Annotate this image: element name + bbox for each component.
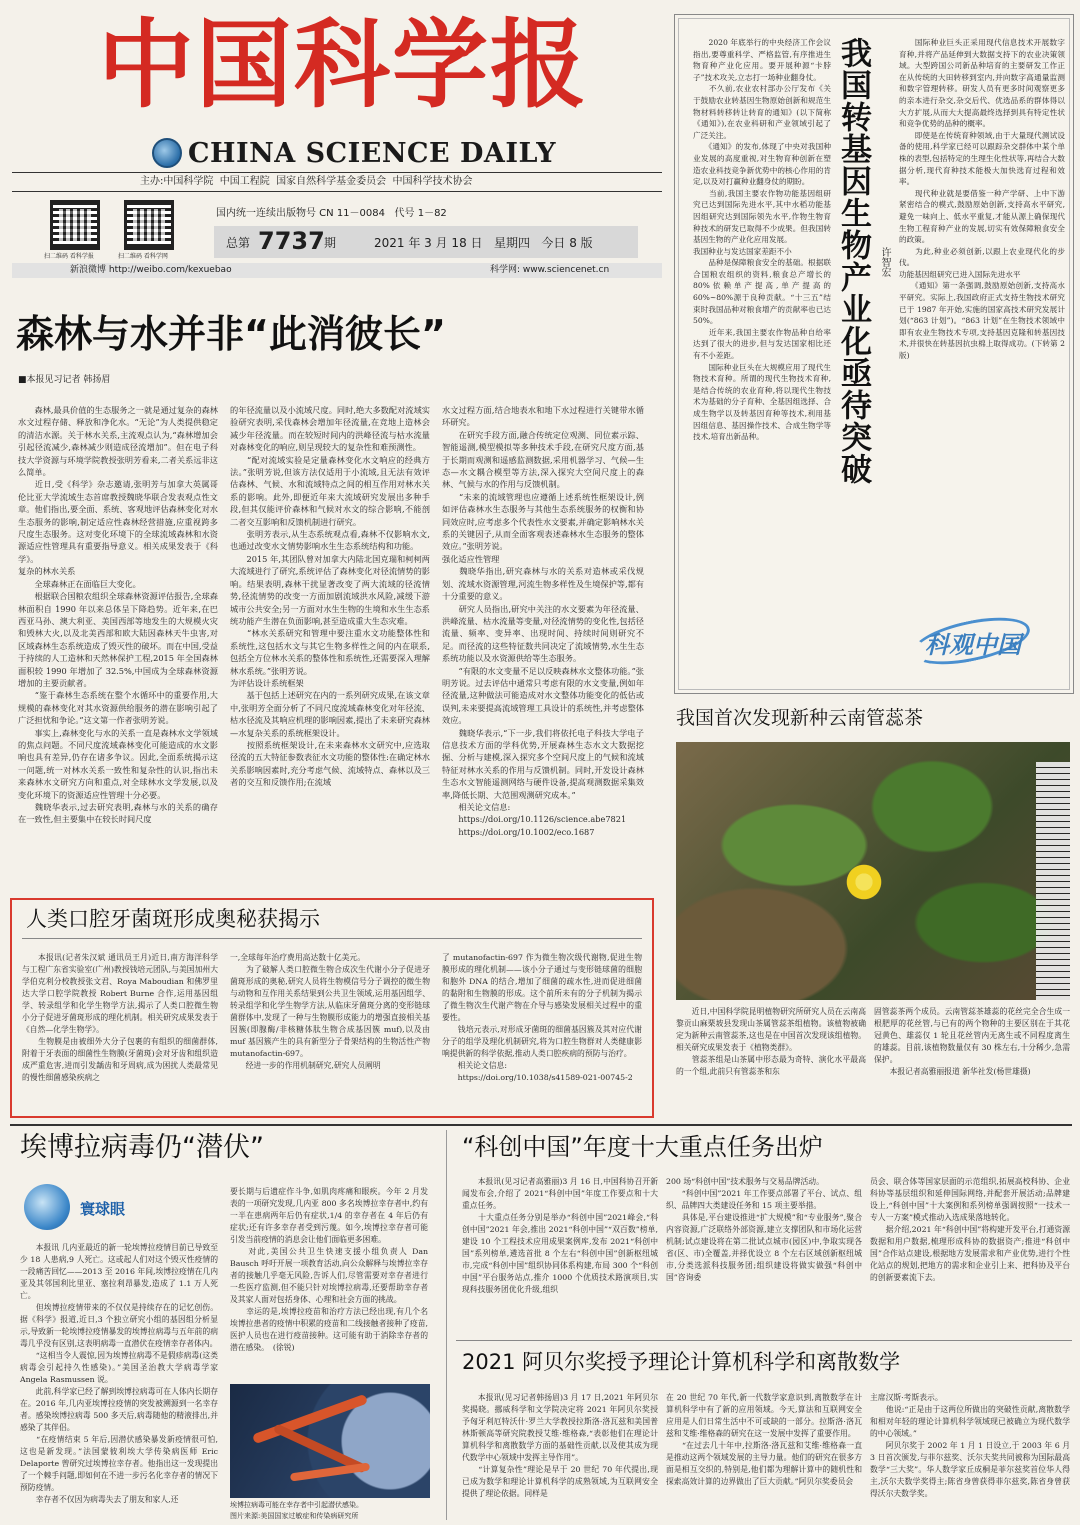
- gmo-author: 许智宏: [879, 247, 890, 277]
- innovation-col-3: 员会、联合体等国家层面的示范组织,拓展高校科协、企业科协等基层组织和延伸国际网络,并配套开展活动;品牌建设上,“科创中国”十大案例和系列榜单强调按照“一技术一专人一方案”模式推动入选成果落地转化。 据介绍,2021 年“科创中国”将构建开发平台,打通资源数据和用户数据,梳理形成科协的数据资产;推进“科创中国”合作站点建设,根据地方发展需求和产业优势,进行个性化站点的规划,把地方的需求和企业引上来、把科协及平台的创新要素流下去。: [870, 1177, 1070, 1282]
- ebola-headline: 埃博拉病毒仍“潜伏”: [20, 1132, 264, 1163]
- ebola-col-2: 要长期与后遗症作斗争,如肌肉疼痛和眼疾。今年 2 月发表的一项研究发现,几内亚 800 多名埃博拉幸存者中,约有一半在患病两年后仍有症状,1/4 的幸存者在 4 年后仍有症状;还有许多幸存者受到污蔑。如今,埃博拉幸存者可能引发当前疫情的消息会让他们面临更多困难。 对此,美国公共卫生快速支援小组负责人 Dan Bausch 呼吁开展一项教育活动,向公众解释与埃博拉幸存者的接触几乎毫无风险,告诉人们,尽管需要对幸存者进行一些医疗监测,但不能只针对埃博拉病毒,还要帮助幸存者及其家人面对包括身体、心理和社会方面的挑战。 幸运的是,埃博拉疫苗和治疗方法已经出现,有几个名埃博拉患者的疫情中积累的疫苗和二线接触者接种了疫苗,医护人员也在进行疫苗接种。这可能有助于消除幸存者的潜在感染。 (徐锐): [230, 1187, 428, 1352]
- kexian-logo-text: 科观中国: [925, 631, 1021, 659]
- ebola-badge: [20, 1180, 216, 1236]
- masthead-sponsors: 主办:中国科学院 中国工程院 国家自然科学基金委员会 中国科学技术协会: [140, 176, 473, 187]
- issue-number: 7737: [258, 227, 325, 255]
- dental-col-3: 了 mutanofactin-697 作为微生物次级代谢物,促进生物膜形成的理化机制——该小分子通过与变形链球菌的细胞和胞外 DNA 的结合,增加了细菌的疏水性,进而促进细菌的黏附和生物膜的形成。这个前所未有的分子机制为揭示了微生物次生代谢产物在介导与感染发展相关过程中的重要性。 钱培元表示,对形成牙菌斑的细菌基因簇及其对应代谢分子的组学及理化机制研究,将为口腔生物群对人类健康影响提供新的科学依据,推动人类口腔疾病的预防与治疗。 相关论文信息: https://doi.org/10.1038/s41589-021-00745-2: [442, 953, 642, 1082]
- dental-headline: 人类口腔牙菌斑形成奥秘获揭示: [26, 907, 320, 931]
- innovation-headline: “科创中国”年度十大重点任务出炉: [462, 1133, 823, 1161]
- qr-code-sciencenet[interactable]: [124, 200, 174, 250]
- issn-line: 国内统一连续出版物号 CN 11－0084 代号 1－82: [216, 208, 447, 219]
- ebola-col-1: 本报讯 几内亚最近的新一轮埃博拉疫情目前已导致至少 18 人患病,9 人死亡。这或起人们对这个毁灭性疫情的一段痛苦回忆——2013 至 2016 年间,埃博拉疫情在几内亚及其邻国利比里亚、塞拉利昂暴发,造成了 1.1 万人死亡。 但埃博拉疫情带来的不仅仅是持续存在的记忆创伤。据《科学》报道,近日,3 个独立研究小组的基因组分析显示,导致新一轮埃博拉疫情暴发的埃博拉病毒与五年前的病毒几乎没有区别,这表明病毒一直潜伏在疫情幸存者体内。 “这相当令人震惊,因为埃博拉病毒不是假疹病毒(这类病毒会引起持久性感染)。”美国圣治教大学病毒学家 Angela Rasmussen 说。 此前,科学家已经了解到埃博拉病毒可在人体内长期存在。2016 年,几内亚埃博拉疫情的突发被溯源到一名幸存者。感染埃博拉病毒 500 多天后,病毒随他的精液排出,并感染了其伴侣。 “在疫情结束 5 年后,因潜伏感染暴发新疫情很可怕,这也是新发现。”法国蒙彼利埃大学传染病医师 Eric Delaporte 曾研究过埃博拉幸存者。他指出这一发现提出了一个棘手问题,即如何在不进一步污名化幸存者的情况下预防疫情。 幸存者不仅因为病毒失去了朋友和家人,还: [20, 1243, 218, 1504]
- weibo-link[interactable]: 新浪微博 http://weibo.com/kexuebao: [70, 265, 232, 275]
- virus-strand-1: [252, 1394, 368, 1444]
- tea-headline: 我国首次发现新种云南管蕊茶: [676, 707, 924, 729]
- issue-bar: [214, 226, 638, 258]
- issue-date: 2021 年 3 月 18 日 星期四 今日 8 版: [374, 236, 593, 250]
- forest-headline: 森林与水并非“此消彼长”: [16, 312, 446, 356]
- masthead: [0, 0, 665, 290]
- tea-col-1: 近日,中国科学院昆明植物研究所研究人员在云南高黎贡山麻栗坡县发现山茶属管蕊茶组植物。该植物被确定为新种云南管蕊茶,这也是在中国首次发现该组植物。相关研究成果发表于《植物类群》。 管蕊茶组是山茶属中形态最为奇特、演化水平最高的一个组,此前只有管蕊茶和东: [676, 1007, 866, 1076]
- masthead-title-en: CHINA SCIENCE DAILY: [188, 138, 557, 169]
- issue-prefix: 总第: [226, 236, 251, 250]
- kexian-logo: [911, 611, 1031, 671]
- qr1-label: 扫二维码 看科学报: [44, 253, 94, 260]
- abel-col-2: 在 20 世纪 70 年代,新一代数学家意识到,离散数学在计算机科学中有了新的应用领域。今天,算法和互联网安全应用是人们日常生活中不可或缺的一部分。拉斯洛·洛瓦兹和艾维·维格森的研究在这一发展中发挥了重要作用。 “在过去几十年中,拉斯洛·洛瓦兹和艾维·维格森一直是推动这两个领域发展的主导力量。他们的研究在很多方面是相互交织的,特别是,他们都为理解计算中的随机性和探索高效计算的边界做出了巨大贡献。”阿贝尔奖委员会: [666, 1393, 862, 1486]
- qr2-label: 扫二维码 看科学网: [118, 253, 168, 260]
- issue-suffix: 期: [324, 236, 337, 250]
- globe-badge-icon: [24, 1184, 70, 1230]
- innovation-col-2: 200 场“科创中国”技术服务与交易品牌活动。 “科创中国”2021 年工作要点部署了平台、试点、组织、品牌四大类建设任务和 15 项主要举措。 具体是,平台建设推进“扩大规模”和“专业服务”,聚合内容资源,广泛联络外部资源,建立支撑团队和市场化运营机制;试点建设将在第二批试点城市(园区)中,争取实现各省(区、市)全覆盖,并择优设立 8 个左右区域创新枢纽城市,分类选派科技服务团;组织建设将做实做强“科创中国”咨询委: [666, 1177, 862, 1282]
- abel-col-1: 本报讯(见习记者韩扬眉)3 月 17 日,2021 年阿贝尔奖揭晓。挪威科学和文学院决定将 2021 年阿贝尔奖授予匈牙利厄特沃什·罗兰大学教授拉斯洛·洛瓦兹和美国普林斯顿高等研究院教授艾维·维格森,“表彰他们在理论计算机科学和离散数学方面的基础性贡献,以及使其成为现代数学中心领域中发挥主导作用”。 “计算复杂性”理论是早于 20 世纪 70 年代提出,现已成为数学和理论计算机科学的成熟领域,为互联网安全提供了理论依据。同样是: [462, 1393, 658, 1498]
- dental-col-1: 本报讯(记者朱汉斌 通讯员王月)近日,南方海洋科学与工程广东省实验室(广州)教授钱培元团队,与美国加州大学伯克利分校教授张文君、Roya Maboudian 和佛罗里达大学口腔学院教授 Robert Burne 合作,运用基因组学、转录组学和化学生物学方法,揭示了人类口腔微生物小分子促进牙菌斑形成的理化机制。相关研究成果发表于《自然—化学生物学》。 生物膜是由被细外大分子包裹的有组织的细菌群体,附着于牙表面的细菌性生物膜(牙菌斑)会对牙齿和组织造成严重危害,进而引发龋齿和牙周病,成为困扰人类最常见的慢性细菌感染疾病之: [22, 953, 218, 1082]
- forest-col-2: 的年径流量以及小流域尺度。同时,绝大多数配对流域实验研究表明,采伐森林会增加年径流量,在竞地上造林会减少年径流量。而在较短时间内的洪峰径流与枯水流量对森林变化的响应,则呈现较大的复杂性和难预测性。 “配对流域实验是定量森林变化水文响应的经典方法。”张明芳说,但该方法仅适用于小流域,且无法有效评估森林、气候、水和流域特点之间的相互作用对林水关系的影响。此外,即便近年来大流域研究发展出多种手段,但其仅能评价森林和气候对水文的综合影响,不能剖二者交互影响和反馈机制进行研究。 张明芳表示,从生态系统观点看,森林不仅影响水文,也通过改变水文情势影响水生生态系统结构和功能。 2015 年,其团队曾对加拿大内陆北国克瑞和柯柯两大流域进行了研究,系统评估了森林变化对径流情势的影响。结果表明,森林干扰显著改变了两大流域的径流情势,径流情势的改变一方面加剧流域洪水风险,减缓下游城市公共安全;另一方面对水生生物的生境和水生生态系统功能产生潜在负面影响,甚至造成重大生态灾难。 “林水关系研究和管理中要注重水文功能整体性和系统性,这包括水文与其它生物多样性之间的内在联系,包括全方位林水关系的整体性和系统性,还需要深入理解林水系统。”张明芳说。 为评估设计系统框架 基于包括上述研究在内的一系列研究成果,在该文章中,张明芳全面分析了不同尺度流域森林变化对年径流、枯水径流及其响应机理的影响因素,提出了未来研究森林—水复杂关系的系统框架设计。 按照系统框架设计,在未来森林水文研究中,应选取径流的五大特征参数表征水文功能的整体性:在确定林水关系影响因素时,充分考虑气候、流域特点、森林以及三者的交互和反馈作用;在流域: [230, 405, 430, 788]
- ebola-caption: 埃博拉病毒可能在幸存者中引起潜伏感染。 图片来源:美国国家过敏症和传染病研究所: [230, 1501, 363, 1520]
- tea-col-2: 固管蕊茶两个成员。云南管蕊茶雄蕊的花丝完全合生成一根肥厚的花丝管,与已有的两个物种的主要区别在于其花冠黄色、雄蕊仅 1 轮且花丝管内无离生或不同程度离生的雄蕊。目前,该植物数量仅有 30 株左右,十分稀少,急需保护。 本报记者高雅丽报道 新华社发(杨世雄摄): [874, 1007, 1070, 1076]
- website-link[interactable]: 科学网: www.sciencenet.cn: [490, 265, 610, 275]
- gmo-box: [674, 14, 1074, 694]
- dental-col-2: 一,全球每年治疗费用高达数十亿美元。 为了破解人类口腔微生物合成次生代谢小分子促进牙菌斑形成的奥秘,研究人员将生物模信号分子调控的微生物与动物和互作用关系结果到公共卫生领域,运用基因组学、转录组学和化学生物学方法,从临床牙菌斑分离的变形链球菌群体中,发现了一种与生物膜形成能力的增强直接相关基因簇(即腺酶/非核糖体肽生物合成基因簇 muf),以及由 muf 基因簇产生的具有新型分子骨架结构的生物活性产物 mutanofactin-697。 经进一步的作用机制研究,研究人员阐明: [230, 953, 430, 1070]
- forest-col-1: 森林,最具价值的生态服务之一就是通过复杂的森林水文过程存储、释放和净化水。“无论”为人类提供稳定的清洁水源。关于林水关系,主流观点认为,“森林增加会引起径流减少,森林减少则造成径流增加”。但在电子科技大学资源与环境学院教授张明芳看来,二者关系远非这么简单。 近日,受《科学》杂志邀请,张明芳与加拿大英属哥伦比亚大学流域生态首席教授魏晓华联合发表观点性文章。他们指出,要全面、系统、客观地评估森林变化对水生态服务的影响,制定适应性森林经营措施,应重视跨多尺度生态服务。这对变化环境下的全球流域森林和水资源适应性管理具有重要指导意义。相关成果发表于《科学》。 复杂的林水关系 全球森林正在面临巨大变化。 根据联合国粮农组织全球森林资源评估报告,全球森林面积自 1990 年以来总体呈下降趋势。近年来,在巴西亚马孙、澳大利亚、美国西部等地发生的大规模火灾和毁林大火,以及北美西部和欧大陆因森林天牛虫害,对区域森林生态系统造成了毁灭性的破坏。而在中国,受益于持续的人工造林和天然林保护工程,2015 年全国森林面积较 1990 年增加了 32.5%,中国成为全球森林资源增加的主要贡献者。 “鉴于森林生态系统在整个水循环中的重要作用,大规模的森林变化对其水资源供给服务的潜在影响引起了广泛担忧和争论。”这文第一作者张明芳说。 事实上,森林变化与水的关系一直是森林水文学领域的焦点问题。不同尺度流域森林变化可能造成的水文影响也具有差异,仍存在诸多争议。因此,全面系统揭示这一问题,统一对林水关系一致性和复杂性的认识,指出未来森林水文研究方向和重点,对全球林水文学发展,以及变化环境下的资源适应性管理十分必要。 魏晓华表示,过去研究表明,森林与水的关系的确存在一致性,但主要集中在较长时间尺度: [18, 405, 218, 825]
- abel-headline: 2021 阿贝尔奖授予理论计算机科学和离散数学: [462, 1350, 901, 1374]
- gmo-col-a: 2020 年底举行的中央经济工作会议指出,要尊重科学、严格监管,有序推进生物育种产业化应用。要开展种源“卡脖子”技术攻关,立志打一场种业翻身仗。 不久前,农业农村部办公厅发布《关于鼓励农业转基因生物原始创新和规范生物材料转移转让转育的通知》(以下简称《通知》),在农业科研和产业领域引起了广泛关注。 《通知》的发布,体现了中央对我国种业发展的高度重视,对生物育种创新在塑造农业科技竞争新优势中的核心作用的肯定,以及对打赢种业翻身仗的期盼。 当前,我国主要农作物功能基因组研究已达到国际先进水平,其中水稻功能基因组研究达到国际领先水平,作物生物育种技术的研发已取得不少成果。但我国转基因生物的产业化应用发展。 我国种业与发达国家差距不小 品种是保障粮食安全的基础。根据联合国粮农组织的资料,粮食总产增长的 80%依赖单产提高,单产提高的 60%~80%源于良种贡献。“十三五”结束时我国品种对粮食增产的贡献率也已达 50%。 近年来,我国主要农作物品种自给率达到了很大的进步,但与发达国家相比还有不小差距。 国际种业巨头在大规模应用了现代生物技术育种。所谓的现代生物技术育种,是结合传统的农业育种,将以现代生物技术为基础的分子育种、全基因组选择、合成生物学以及转基因育种等技术,利用基因组信息、基因操作技术、合成生物学等技术,培育出新品种。: [693, 38, 831, 442]
- ebola-badge-label: 寰球眼: [80, 1200, 126, 1218]
- ebola-photo: [230, 1384, 430, 1498]
- gmo-headline: 我国转基因生物产业化亟待突破: [835, 37, 871, 485]
- virus-strand-3: [290, 1462, 370, 1481]
- innovation-col-1: 本报讯(见习记者高雅丽)3 月 16 日,中国科协召开新闻发布会,介绍了 2021“科创中国”年度工作要点和十大重点任务。 十大重点任务分别是举办“科创中国”2021峰会,“科创中国”2021 年会,推出 2021“科创中国”“双百数”榜单,建设 10 个工程技术应用成果案例库,发布 2021“科创中国”系列榜单,遴选首批 8 个左右“科创中国”创新枢纽城市,完成“科创中国”组织协同体系构建,布局 300 个“科创中国”平台服务站点,推介 1000 个优质技术路演项目,实现科技服务团优化升级,组织: [462, 1177, 658, 1294]
- forest-byline: ■本报见习记者 韩扬眉: [18, 375, 111, 385]
- tea-photo: [676, 742, 1070, 1000]
- tea-photo-ruler: [1036, 762, 1070, 1000]
- tea-flower-icon: [844, 862, 884, 902]
- abel-col-3: 主席汉斯·考斯表示。 他说:“正是由于这两位所做出的突破性贡献,离散数学和相对年轻的理论计算机科学领域现已被确立为现代数学的中心领域。” 阿贝尔奖于 2002 年 1 月 1 日设立,于 2003 年 6 月 3 日首次颁发,与菲尔兹奖、沃尔夫奖共同被称为国际最高数学“三大奖”。华人数学家丘成桐是菲尔兹奖首位华人得主,沃尔夫数学奖得主;陈省身曾获得菲尔兹奖,陈省身曾获得沃尔夫数学奖。: [870, 1393, 1070, 1498]
- masthead-title-cn: 中国科学报: [98, 8, 588, 121]
- forest-col-3: 水文过程方面,结合地表水和地下水过程进行关键带水循环研究。 在研究手段方面,融合传统定位观测、同位素示踪、智能遥测,模型模拟等多种技术手段,在研究尺度方面,基于长期而观测和遥感监测数据,采用机器学习、气候—生态—水文耦合模型等方法,深入探究大空间尺度上的森林、气候与水的作用与反馈机制。 “未来的流域管理也应遵循上述系统性框架设计,例如评估森林水生态服务与其他生态系统服务的权衡和协同效应时,应考虑多个代表性水文要素,并确定影响林水关系的关键因子,从而全面客观表述森林水生态服务的整体效应。”张明芳说。 强化适应性管理 魏晓华指出,研究森林与水的关系对造林或采伐规划、流域水资源管理,河流生物多样性及生境保护等,都有十分重要的意义。 研究人员指出,研究中关注的水文要素为年径流量、洪峰流量、枯水流量等变量,对径流情势的变化性,包括径流量、频率、变异率、出现时间、持续时间则研究不足。而径流的这些特征数共同决定了流域情势,水生生态系统功能以及水资源供给等生态服务。 “有限的水文变量不足以反映森林水文整体功能。”张明芳说。过去评估中通常只考虑有限的水文变量,例如年径流量,这种做法可能造成对水文整体功能变化的低估或误判,未来要提高流域管理工具设计的系统性,并考虑整体效应。 魏晓华表示,“下一步,我们将依托电子科技大学电子信息技术方面的学科优势,开展森林生态水文大数据挖掘、分析与建模,深入探究多个空间尺度上的气候和流域特征对林水关系的作用与反馈机制。同时,开发设计森林生态水文智能遥测网络与硬件设备,提高观测数据采集效率,降低长期、大范围观测研究成本。” 相关论文信息: https://doi.org/10.1126/science.abe7821 https://doi.org/10.1002/eco.1687: [442, 405, 644, 837]
- masthead-globe-icon: [152, 138, 182, 168]
- gmo-col-b: 国际种业巨头正采用现代信息技术开展数字育种,并将产品延伸到大数据支持下的农业决策领域。大型跨国公司新品种培育的主要研发工作正在从传统的大田转移到室内,并向数字高通量监测和数字管理转移。研发人员有更多时间观察更多的亲本进行杂交,杂交后代、优选品系的群体得以大方扩展,从而大大提高最终选择到具有特定性状和竞争优势的品种的概率。 即使是在传统育种领域,由于大量现代测试设备的使用,科学家已经可以跟踪杂交群体中某个单株的表型,包括特定的生理生化性状等,再结合大数据分析,现代育种技术能极大加快选育过程和效率。 现代种业就是要借鉴一种产学研、上中下游紧密结合的模式,鼓励原始创新,支持高水平研究,避免一味向上、低水平重复,才能从源上确保现代生物工程育种产业的发展,切实有效保障粮食安全的政策。 为此,种业必须创新,以跟上农业现代化的步伐。 功能基因组研究已进入国际先进水平 《通知》第一条强调,鼓励原始创新,支持高水平研究。实际上,我国政府正式支持生物技术研究已于 1987 年开始,实施的国家高技术研究发展计划(“863 计划”)。“863 计划”在生物技术领域中即有农业生物技术专项,支持基因克隆和转基因技术,并很快在转基因抗虫棉上取得成功。(下转第 2 版): [899, 38, 1065, 361]
- qr-code-newspaper[interactable]: [50, 200, 100, 250]
